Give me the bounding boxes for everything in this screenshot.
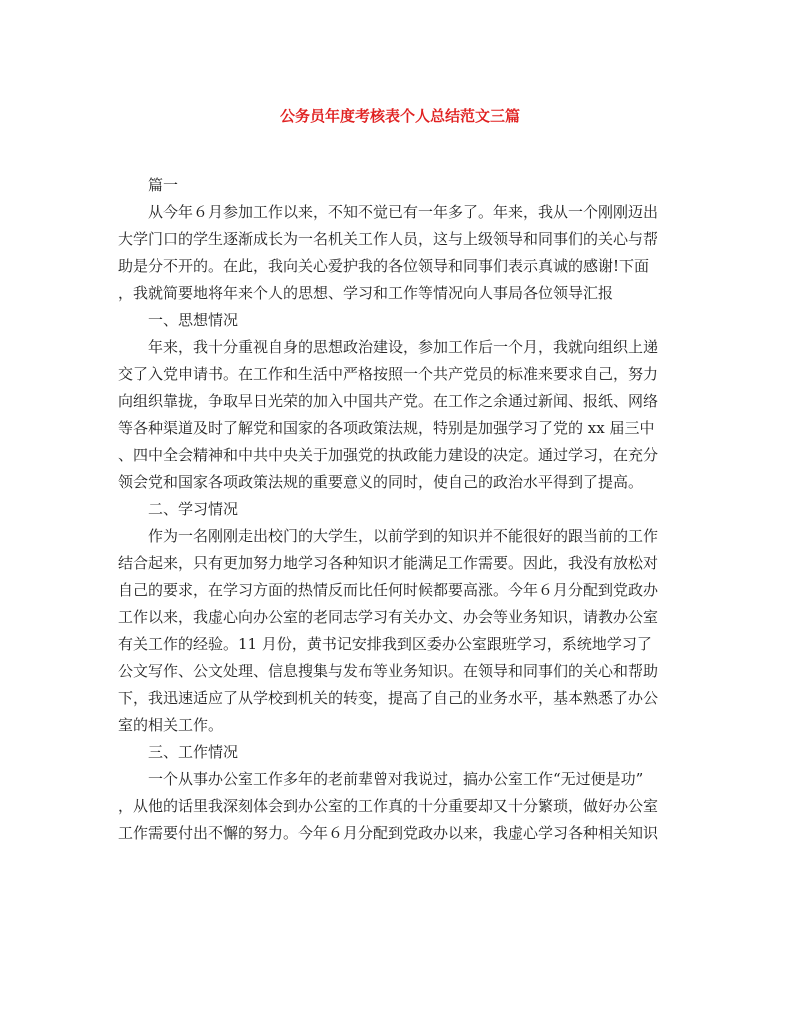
paragraph-line: 交了入党申请书。在工作和生活中严格按照一个共产党员的标准来要求自己，努力 [118,365,659,383]
paragraph-line: 年来，我十分重视自身的思想政治建设，参加工作后一个月，我就向组织上递 [148,338,659,356]
section-label-part-one: 篇一 [148,176,179,194]
paragraph-line: 领会党和国家各项政策法规的重要意义的同时，使自己的政治水平得到了提高。 [118,473,644,491]
paragraph-line: 工作需要付出不懈的努力。今年６月分配到党政办以来，我虚心学习各种相关知识 [118,824,659,842]
paragraph-line: 有关工作的经验。11 月份，黄书记安排我到区委办公室跟班学习，系统地学习了 [118,635,652,653]
paragraph-line: 等各种渠道及时了解党和国家的各项政策法规，特别是加强学习了党的 xx 届三中 [118,419,655,437]
paragraph-line: 下，我迅速适应了从学校到机关的转变，提高了自己的业务水平，基本熟悉了办公 [118,689,659,707]
paragraph-line: 从今年６月参加工作以来，不知不觉已有一年多了。年来，我从一个刚刚迈出 [148,203,659,221]
paragraph-line: 工作以来，我虚心向办公室的老同志学习有关办文、办会等业务知识，请教办公室 [118,608,659,626]
paragraph-line: 一个从事办公室工作多年的老前辈曾对我说过，搞办公室工作“无过便是功” [148,770,644,788]
paragraph-line: 作为一名刚刚走出校门的大学生，以前学到的知识并不能很好的跟当前的工作 [148,527,659,545]
section-heading-work: 三、工作情况 [148,743,239,761]
paragraph-line: 大学门口的学生逐渐成长为一名机关工作人员，这与上级领导和同事们的关心与帮 [118,230,659,248]
paragraph-line: 室的相关工作。 [118,716,224,734]
paragraph-line: 助是分不开的。在此，我向关心爱护我的各位领导和同事们表示真诚的感谢!下面 [118,257,650,275]
paragraph-line: ，从他的话里我深刻体会到办公室的工作真的十分重要却又十分繁琐，做好办公室 [118,797,659,815]
section-heading-thought: 一、思想情况 [148,311,239,329]
paragraph-line: 自己的要求，在学习方面的热情反而比任何时候都要高涨。今年６月分配到党政办 [118,581,659,599]
document-title: 公务员年度考核表个人总结范文三篇 [279,107,520,125]
paragraph-line: 结合起来，只有更加努力地学习各种知识才能满足工作需要。因此，我没有放松对 [118,554,659,572]
paragraph-line: 公文写作、公文处理、信息搜集与发布等业务知识。在领导和同事们的关心和帮助 [118,662,659,680]
paragraph-line: 向组织靠拢，争取早日光荣的加入中国共产党。在工作之余通过新闻、报纸、网络 [118,392,659,410]
paragraph-line: 、四中全会精神和中共中央关于加强党的执政能力建设的决定。通过学习，在充分 [118,446,659,464]
section-heading-study: 二、学习情况 [148,500,239,518]
paragraph-line: ，我就简要地将年来个人的思想、学习和工作等情况向人事局各位领导汇报 [118,284,614,302]
